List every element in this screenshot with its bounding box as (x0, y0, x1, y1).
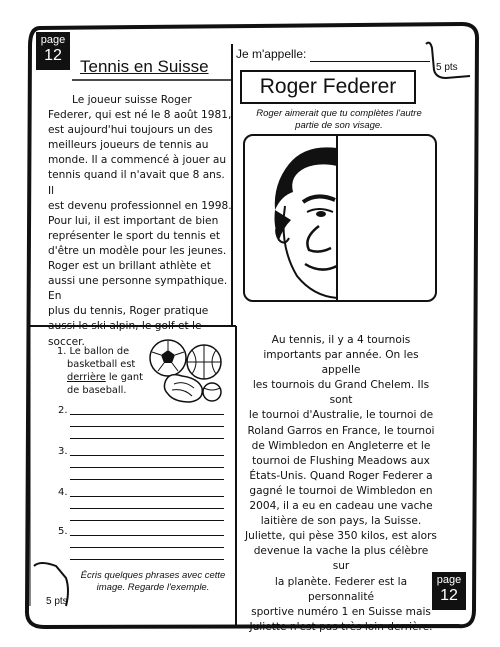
name-answer-line[interactable] (310, 61, 430, 62)
bio-line: plus du tennis, Roger pratique (48, 305, 209, 318)
answer-number: 2. (58, 405, 68, 416)
bio-line: tennis quand il n'avait que 8 ans. Il (48, 169, 225, 197)
tournament-line: Juliette, qui pèse 350 kilos, est alors (245, 530, 437, 543)
answer-line[interactable] (70, 414, 224, 415)
points-bottom: 5 pts (46, 596, 68, 607)
tournament-line: les tournois du Grand Chelem. Ils sont (252, 379, 430, 407)
bio-line: Pour lui, il est important de bien (48, 214, 219, 227)
face-caption-line: Roger aimerait que tu complètes l'autre (256, 108, 422, 119)
bio-line: Le joueur suisse Roger (72, 94, 192, 106)
example-item (57, 345, 147, 397)
tournament-line: tournoi de Flushing Meadows aux (252, 454, 430, 467)
answer-line[interactable] (70, 508, 224, 509)
exercise-caption (72, 570, 234, 595)
bio-line: représenter le sport du tennis et (48, 229, 220, 242)
answer-line[interactable] (70, 438, 224, 439)
bio-line: monde. Il a commencé à jouer au (48, 154, 227, 167)
tournament-line: le tournoi d'Australie, le tournoi de (248, 409, 434, 422)
page-title: Tennis en Suisse (80, 57, 209, 76)
example-line: de baseball. (67, 385, 127, 396)
page-badge-number: 12 (44, 47, 62, 64)
face-caption (240, 108, 438, 133)
answer-number: 4. (58, 487, 68, 498)
bio-line: est devenu professionnel en 1998. (48, 199, 232, 212)
answer-line[interactable] (70, 547, 224, 548)
tournament-line: laitière de son pays, la Suisse. (260, 515, 422, 528)
tournament-line: sportive numéro 1 en Suisse mais (251, 605, 431, 618)
page-badge-number: 12 (440, 587, 458, 604)
answer-line[interactable] (70, 535, 224, 536)
answer-line[interactable] (70, 559, 224, 560)
bio-line: soccer. (48, 335, 85, 348)
exercise-caption-line: Écris quelques phrases avec cette (80, 570, 226, 581)
bio-line: d'être un modèle pour les jeunes. (48, 244, 227, 257)
tournament-line: Juliette n'est pas très loin derrière. (249, 620, 433, 633)
name-prompt: Je m'appelle: (236, 47, 307, 61)
bio-line: Roger est un brillant athlète et (48, 260, 211, 273)
face-drawing-box[interactable] (243, 134, 437, 302)
bio-line: Federer, qui est né le 8 août 1981, (48, 109, 232, 122)
exercise-caption-line: image. Regarde l'exemple. (96, 582, 210, 594)
page-badge-label: page (436, 574, 462, 586)
tournament-line: Roland Garros en France, le tournoi (247, 424, 435, 437)
federer-face-icon (245, 136, 435, 300)
answer-line[interactable] (70, 479, 224, 480)
tournament-line: importants par année. On les appelle (263, 349, 419, 377)
bio-paragraph (48, 93, 232, 350)
answer-line[interactable] (70, 426, 224, 427)
name-box: Roger Federer (240, 70, 416, 104)
tournament-line: 2004, il a eu en cadeau une vache (249, 500, 433, 513)
bio-line: meilleurs joueurs de tennis au (48, 139, 209, 152)
example-number: 1. (57, 346, 67, 357)
tournament-paragraph (244, 333, 438, 635)
example-line: basketball est (67, 359, 136, 370)
page-badge-label: page (40, 34, 66, 46)
tournament-line: devenue la vache la plus célèbre sur (253, 545, 429, 573)
answer-number: 5. (58, 526, 68, 537)
tournament-line: la planète. Federer est la personnalité (274, 575, 408, 603)
sports-balls-icon (146, 336, 226, 406)
answer-number: 3. (58, 446, 68, 457)
example-line: Le ballon de (69, 346, 130, 357)
tournament-line: gagné le tournoi de Wimbledon en (249, 484, 433, 497)
tournament-line: de Wimbledon en Angleterre et le (251, 439, 431, 452)
bio-line: est aujourd'hui toujours un des (48, 124, 213, 137)
answer-line[interactable] (70, 467, 224, 468)
tournament-line: États-Unis. Quand Roger Federer a (249, 469, 433, 482)
answer-line[interactable] (70, 455, 224, 456)
example-line: le gant (105, 372, 143, 383)
page-badge-top (36, 32, 70, 70)
bio-line: aussi le ski alpin, le golf et le (48, 320, 202, 333)
answer-line[interactable] (70, 496, 224, 497)
answer-line[interactable] (70, 520, 224, 521)
tournament-line: Au tennis, il y a 4 tournois (271, 334, 411, 346)
face-caption-line: partie de son visage. (295, 120, 383, 132)
bio-line: aussi une personne sympathique. En (48, 275, 228, 303)
example-keyword: derrière (67, 372, 106, 383)
points-top: 5 pts (436, 62, 458, 73)
